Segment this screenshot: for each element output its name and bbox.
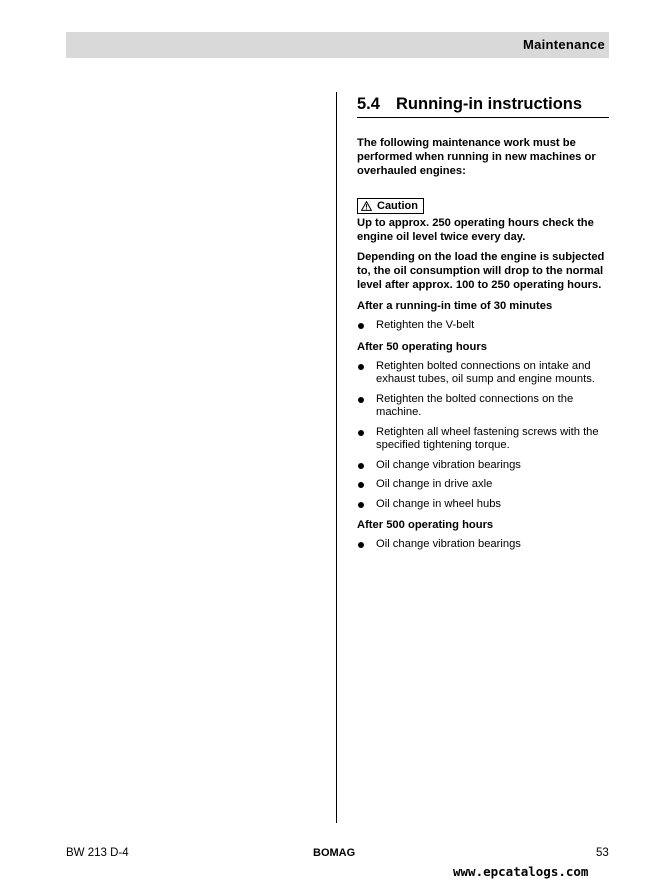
list-item-text: Oil change vibration bearings: [376, 458, 521, 471]
item-list: [357, 538, 609, 552]
list-item-text: Oil change vibration bearings: [376, 538, 521, 550]
page-number: 53: [596, 847, 609, 859]
list-item-text: Oil change in wheel hubs: [376, 497, 502, 510]
content-column: [357, 95, 609, 552]
list-item: [357, 393, 609, 420]
section-number: 5.4: [357, 95, 380, 113]
bullet-icon: [358, 463, 364, 469]
intro-text: The following maintenance work must be performed when running in new machines or overhauled engines:: [357, 137, 596, 177]
section-title: Running-in instructions: [396, 95, 583, 113]
group-30-minutes: [357, 299, 609, 333]
list-item: [357, 459, 609, 473]
list-item: [357, 498, 609, 512]
caution-label: Caution: [377, 200, 418, 212]
list-item: [357, 426, 609, 453]
watermark-link[interactable]: www.epcatalogs.com: [453, 864, 589, 879]
bullet-icon: [358, 542, 364, 548]
section-heading: [357, 95, 609, 118]
column-divider: [336, 92, 337, 823]
group-heading: After a running-in time of 30 minutes: [357, 300, 553, 312]
bullet-icon: [358, 397, 364, 403]
bullet-icon: [358, 323, 364, 329]
group-500-hours: [357, 518, 609, 552]
list-item-text: Retighten the V-belt: [376, 319, 475, 331]
bullet-icon: [358, 430, 364, 436]
list-item-text: Retighten bolted connections on intake and exhaust tubes, oil sump and engine mounts.: [376, 359, 595, 385]
header-title: Maintenance: [522, 37, 605, 52]
group-50-hours: [357, 340, 609, 512]
footer-model: BW 213 D-4: [66, 847, 129, 859]
list-item: [357, 478, 609, 492]
footer-brand: BOMAG: [313, 847, 356, 859]
group-heading: After 500 operating hours: [357, 519, 494, 531]
header-band: [66, 32, 609, 58]
list-item: [357, 538, 609, 552]
caution-text-2: Depending on the load the engine is subjected to, the oil consumption will drop to the normal level after approx. 100 to 250 operating hours.: [357, 251, 605, 291]
list-item-text: Retighten all wheel fastening screws with the specified tightening torque.: [376, 425, 599, 451]
list-item-text: Oil change in drive axle: [376, 478, 493, 490]
warning-triangle-icon: [361, 201, 372, 211]
bullet-icon: [358, 364, 364, 370]
bullet-icon: [358, 502, 364, 508]
item-list: [357, 319, 609, 333]
list-item: [357, 360, 609, 387]
caution-label-box: [357, 198, 424, 214]
group-heading: After 50 operating hours: [357, 340, 487, 353]
caution-text-1: Up to approx. 250 operating hours check the engine oil level twice every day.: [357, 217, 594, 243]
bullet-icon: [358, 482, 364, 488]
list-item: [357, 319, 609, 333]
item-list: [357, 360, 609, 512]
list-item-text: Retighten the bolted connections on the machine.: [376, 392, 574, 418]
